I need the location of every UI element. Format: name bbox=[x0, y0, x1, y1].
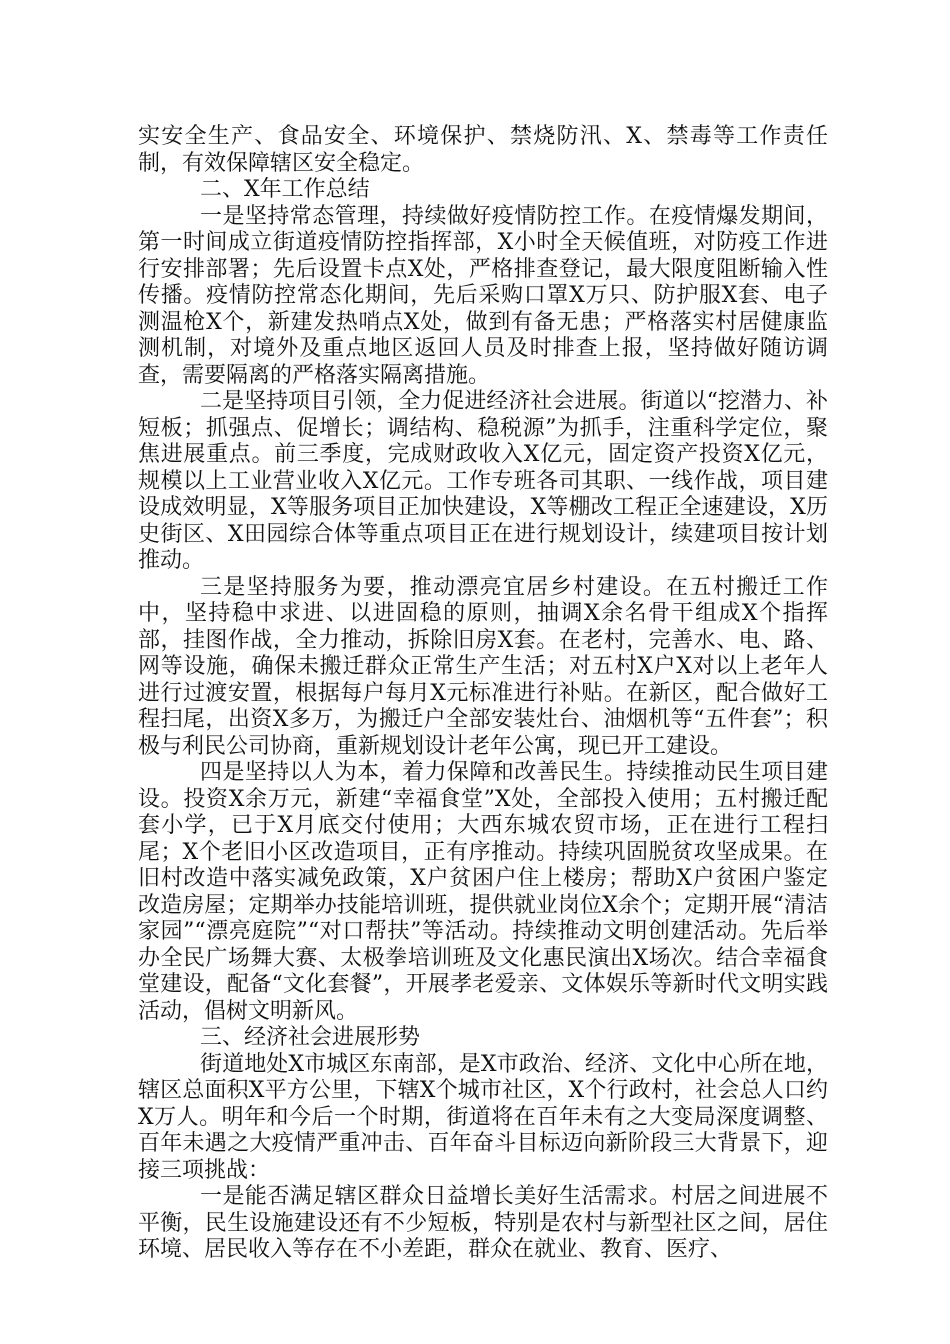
document-body bbox=[138, 124, 828, 1264]
paragraph-epidemic-control: 一是坚持常态管理，持续做好疫情防控工作。在疫情爆发期间，第一时间成立街道疫情防控指挥部，X小时全天候值班，对防疫工作进行安排部署；先后设置卡点X处，严格排查登记，最大限度阻断输入性传播。疫情防控常态化期间，先后采购口罩X万只、防护服X套、电子测温枪X个，新建发热哨点X处，做到有备无患；严格落实村居健康监测机制，对境外及重点地区返回人员及时排查上报，坚持做好随访调查，需要隔离的严格落实隔离措施。 bbox=[138, 203, 828, 388]
section-heading-work-summary: 二、X年工作总结 bbox=[200, 177, 370, 202]
paragraph-project-leading: 二是坚持项目引领，全力促进经济社会进展。街道以“挖潜力、补短板；抓强点、促增长；调结构、稳税源”为抓手，注重科学定位，聚焦进展重点。前三季度，完成财政收入X亿元，固定资产投资X亿元，规模以上工业营业收入X亿元。工作专班各司其职、一线作战，项目建设成效明显，X等服务项目正加快建设，X等棚改工程正全速建设，X历史街区、X田园综合体等重点项目正在进行规划设计，续建项目按计划推动。 bbox=[138, 389, 828, 573]
paragraph-livelihood: 四是坚持以人为本，着力保障和改善民生。持续推动民生项目建设。投资X余万元，新建“幸福食堂”X处，全部投入使用；五村搬迁配套小学，已于X月底交付使用；大西东城农贸市场，正在进行工程扫尾；X个老旧小区改造项目，正有序推动。持续巩固脱贫攻坚成果。在旧村改造中落实减免政策，X户贫困户住上楼房；帮助X户贫困户鉴定改造房屋；定期举办技能培训班，提供就业岗位X余个；定期开展“清洁家园”“漂亮庭院”“对口帮扶”等活动。持续推动文明创建活动。先后举办全民广场舞大赛、太极拳培训班及文化惠民演出X场次。结合幸福食堂建设，配备“文化套餐”，开展孝老爱亲、文体娱乐等新时代文明实践活动，倡树文明新风。 bbox=[138, 760, 828, 1024]
paragraph-rural-construction: 三是坚持服务为要，推动漂亮宜居乡村建设。在五村搬迁工作中，坚持稳中求进、以进固稳的原则，抽调X余名骨干组成X个指挥部，挂图作战，全力推动，拆除旧房X套。在老村，完善水、电、路、网等设施，确保未搬迁群众正常生产生活；对五村X户X对以上老年人进行过渡安置，根据每户每月X元标准进行补贴。在新区，配合做好工程扫尾，出资X多万，为搬迁户全部安装灶台、油烟机等“五件套”；积极与利民公司协商，重新规划设计老年公寓，现已开工建设。 bbox=[138, 574, 828, 759]
paragraph-challenge-one: 一是能否满足辖区群众日益增长美好生活需求。村居之间进展不平衡，民生设施建设还有不少短板，特别是农村与新型社区之间，居住环境、居民收入等存在不小差距，群众在就业、教育、医疗、 bbox=[138, 1184, 828, 1262]
paragraph-street-overview: 街道地处X市城区东南部，是X市政治、经济、文化中心所在地，辖区总面积X平方公里，下辖X个城市社区，X个行政村，社会总人口约X万人。明年和今后一个时期，街道将在百年未有之大变局深度调整、百年未遇之大疫情严重冲击、百年奋斗目标迈向新阶段三大背景下，迎接三项挑战： bbox=[138, 1051, 828, 1183]
section-heading-development-situation: 三、经济社会进展形势 bbox=[200, 1025, 421, 1050]
paragraph-continuation: 实安全生产、食品安全、环境保护、禁烧防汛、X、禁毒等工作责任制，有效保障辖区安全稳定。 bbox=[138, 124, 828, 176]
